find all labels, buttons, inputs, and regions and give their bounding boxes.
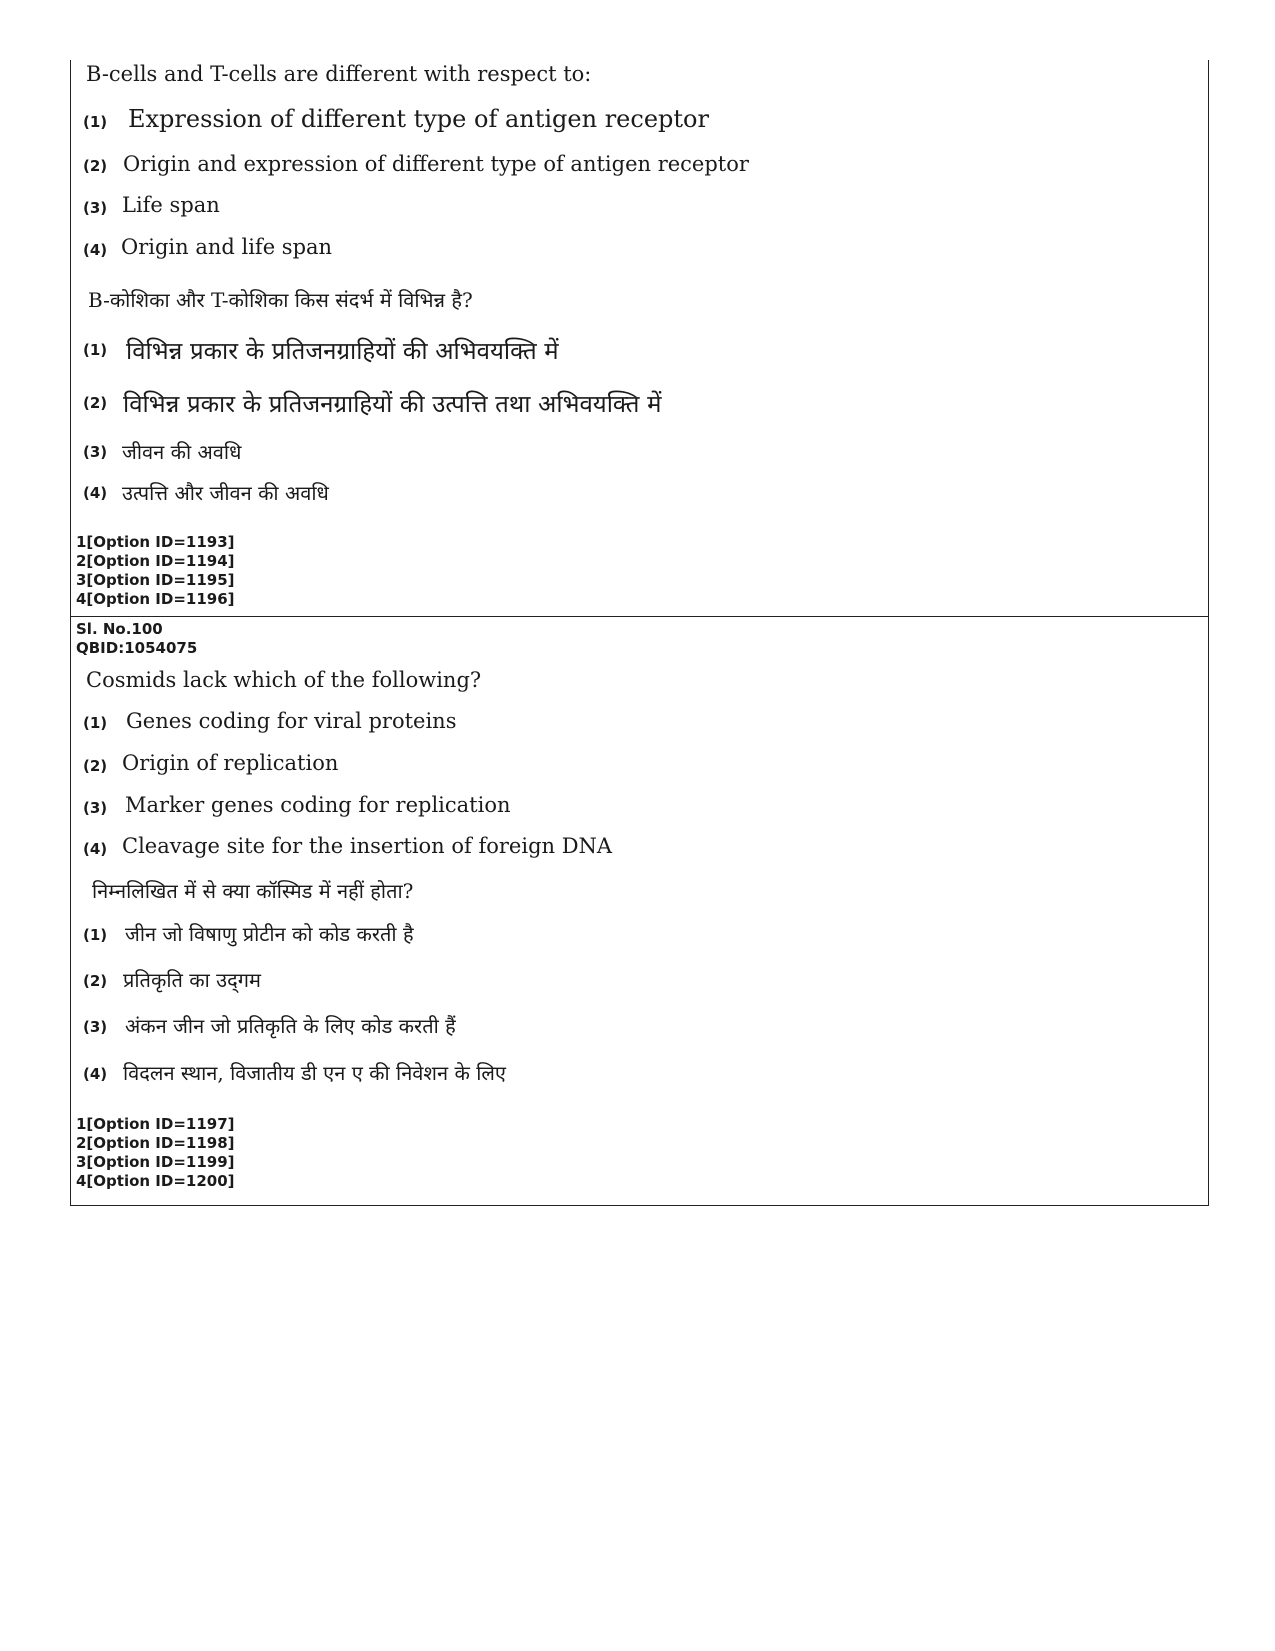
q100-option-ids — [76, 1115, 235, 1191]
question-99-text-en: B-cells and T-cells are different with respect to: — [86, 62, 592, 86]
q99-en-option-2-number: (2) — [83, 157, 108, 175]
q99-en-option-1-number: (1) — [83, 113, 108, 131]
q100-hi-option-2-number: (2) — [83, 972, 108, 990]
q99-hi-option-1-text: विभिन्न प्रकार के प्रतिजनग्राहियों की अभिवयक्ति में — [126, 337, 559, 365]
q99-hi-option-4-text: उत्पत्ति और जीवन की अवधि — [122, 481, 329, 505]
q100-en-option-1-number: (1) — [83, 714, 108, 732]
q100-en-option-4-text: Cleavage site for the insertion of foreign DNA — [122, 834, 613, 858]
q100-en-option-2-number: (2) — [83, 757, 108, 775]
q100-hi-option-3-number: (3) — [83, 1018, 108, 1036]
question-100-box — [70, 616, 1209, 1206]
q100-serial-number: Sl. No.100 — [76, 620, 163, 638]
q100-en-option-1-text: Genes coding for viral proteins — [126, 709, 457, 733]
question-100-text-en: Cosmids lack which of the following? — [86, 668, 482, 692]
q100-en-option-4-number: (4) — [83, 840, 108, 858]
q99-en-option-3-number: (3) — [83, 199, 108, 217]
q99-hi-option-2-number: (2) — [83, 394, 108, 412]
question-100-text-hi: निम्नलिखित में से क्या कॉस्मिड में नहीं होता? — [92, 879, 414, 903]
q99-option-id-3: 3[Option ID=1195] — [76, 571, 235, 589]
q100-header — [76, 620, 197, 658]
q99-option-id-4: 4[Option ID=1196] — [76, 590, 235, 608]
q100-en-option-2-text: Origin of replication — [122, 751, 339, 775]
q100-hi-option-3-text: अंकन जीन जो प्रतिकृति के लिए कोड करती हैं — [125, 1014, 456, 1038]
q99-hi-option-2-text: विभिन्न प्रकार के प्रतिजनग्राहियों की उत्पत्ति तथा अभिवयक्ति में — [123, 390, 662, 418]
q100-hi-option-2-text: प्रतिकृति का उद्‌गम — [123, 968, 261, 992]
q99-en-option-1-text: Expression of different type of antigen receptor — [128, 105, 709, 133]
q99-en-option-4-number: (4) — [83, 241, 108, 259]
q99-en-option-2-text: Origin and expression of different type of antigen receptor — [123, 152, 749, 176]
q100-hi-option-4-number: (4) — [83, 1065, 108, 1083]
q100-hi-option-1-number: (1) — [83, 926, 108, 944]
q99-en-option-4-text: Origin and life span — [121, 235, 333, 259]
q100-en-option-3-number: (3) — [83, 799, 108, 817]
q100-qbid: QBID:1054075 — [76, 639, 198, 657]
q99-option-id-1: 1[Option ID=1193] — [76, 533, 235, 551]
q100-option-id-1: 1[Option ID=1197] — [76, 1115, 235, 1133]
q99-option-id-2: 2[Option ID=1194] — [76, 552, 235, 570]
q100-en-option-3-text: Marker genes coding for replication — [125, 793, 511, 817]
q99-en-option-3-text: Life span — [122, 193, 220, 217]
question-99-text-hi: B-कोशिका और T-कोशिका किस संदर्भ में विभिन्न है? — [88, 288, 473, 312]
q100-option-id-3: 3[Option ID=1199] — [76, 1153, 235, 1171]
q100-hi-option-4-text: विदलन स्थान, विजातीय डी एन ए की निवेशन के लिए — [123, 1061, 506, 1085]
q99-option-ids — [76, 533, 235, 609]
q99-hi-option-4-number: (4) — [83, 484, 108, 502]
q99-hi-option-1-number: (1) — [83, 341, 108, 359]
q99-hi-option-3-number: (3) — [83, 443, 108, 461]
q100-option-id-2: 2[Option ID=1198] — [76, 1134, 235, 1152]
q100-option-id-4: 4[Option ID=1200] — [76, 1172, 235, 1190]
q99-hi-option-3-text: जीवन की अवधि — [122, 440, 242, 464]
q100-hi-option-1-text: जीन जो विषाणु प्रोटीन को कोड करती है — [125, 922, 414, 946]
